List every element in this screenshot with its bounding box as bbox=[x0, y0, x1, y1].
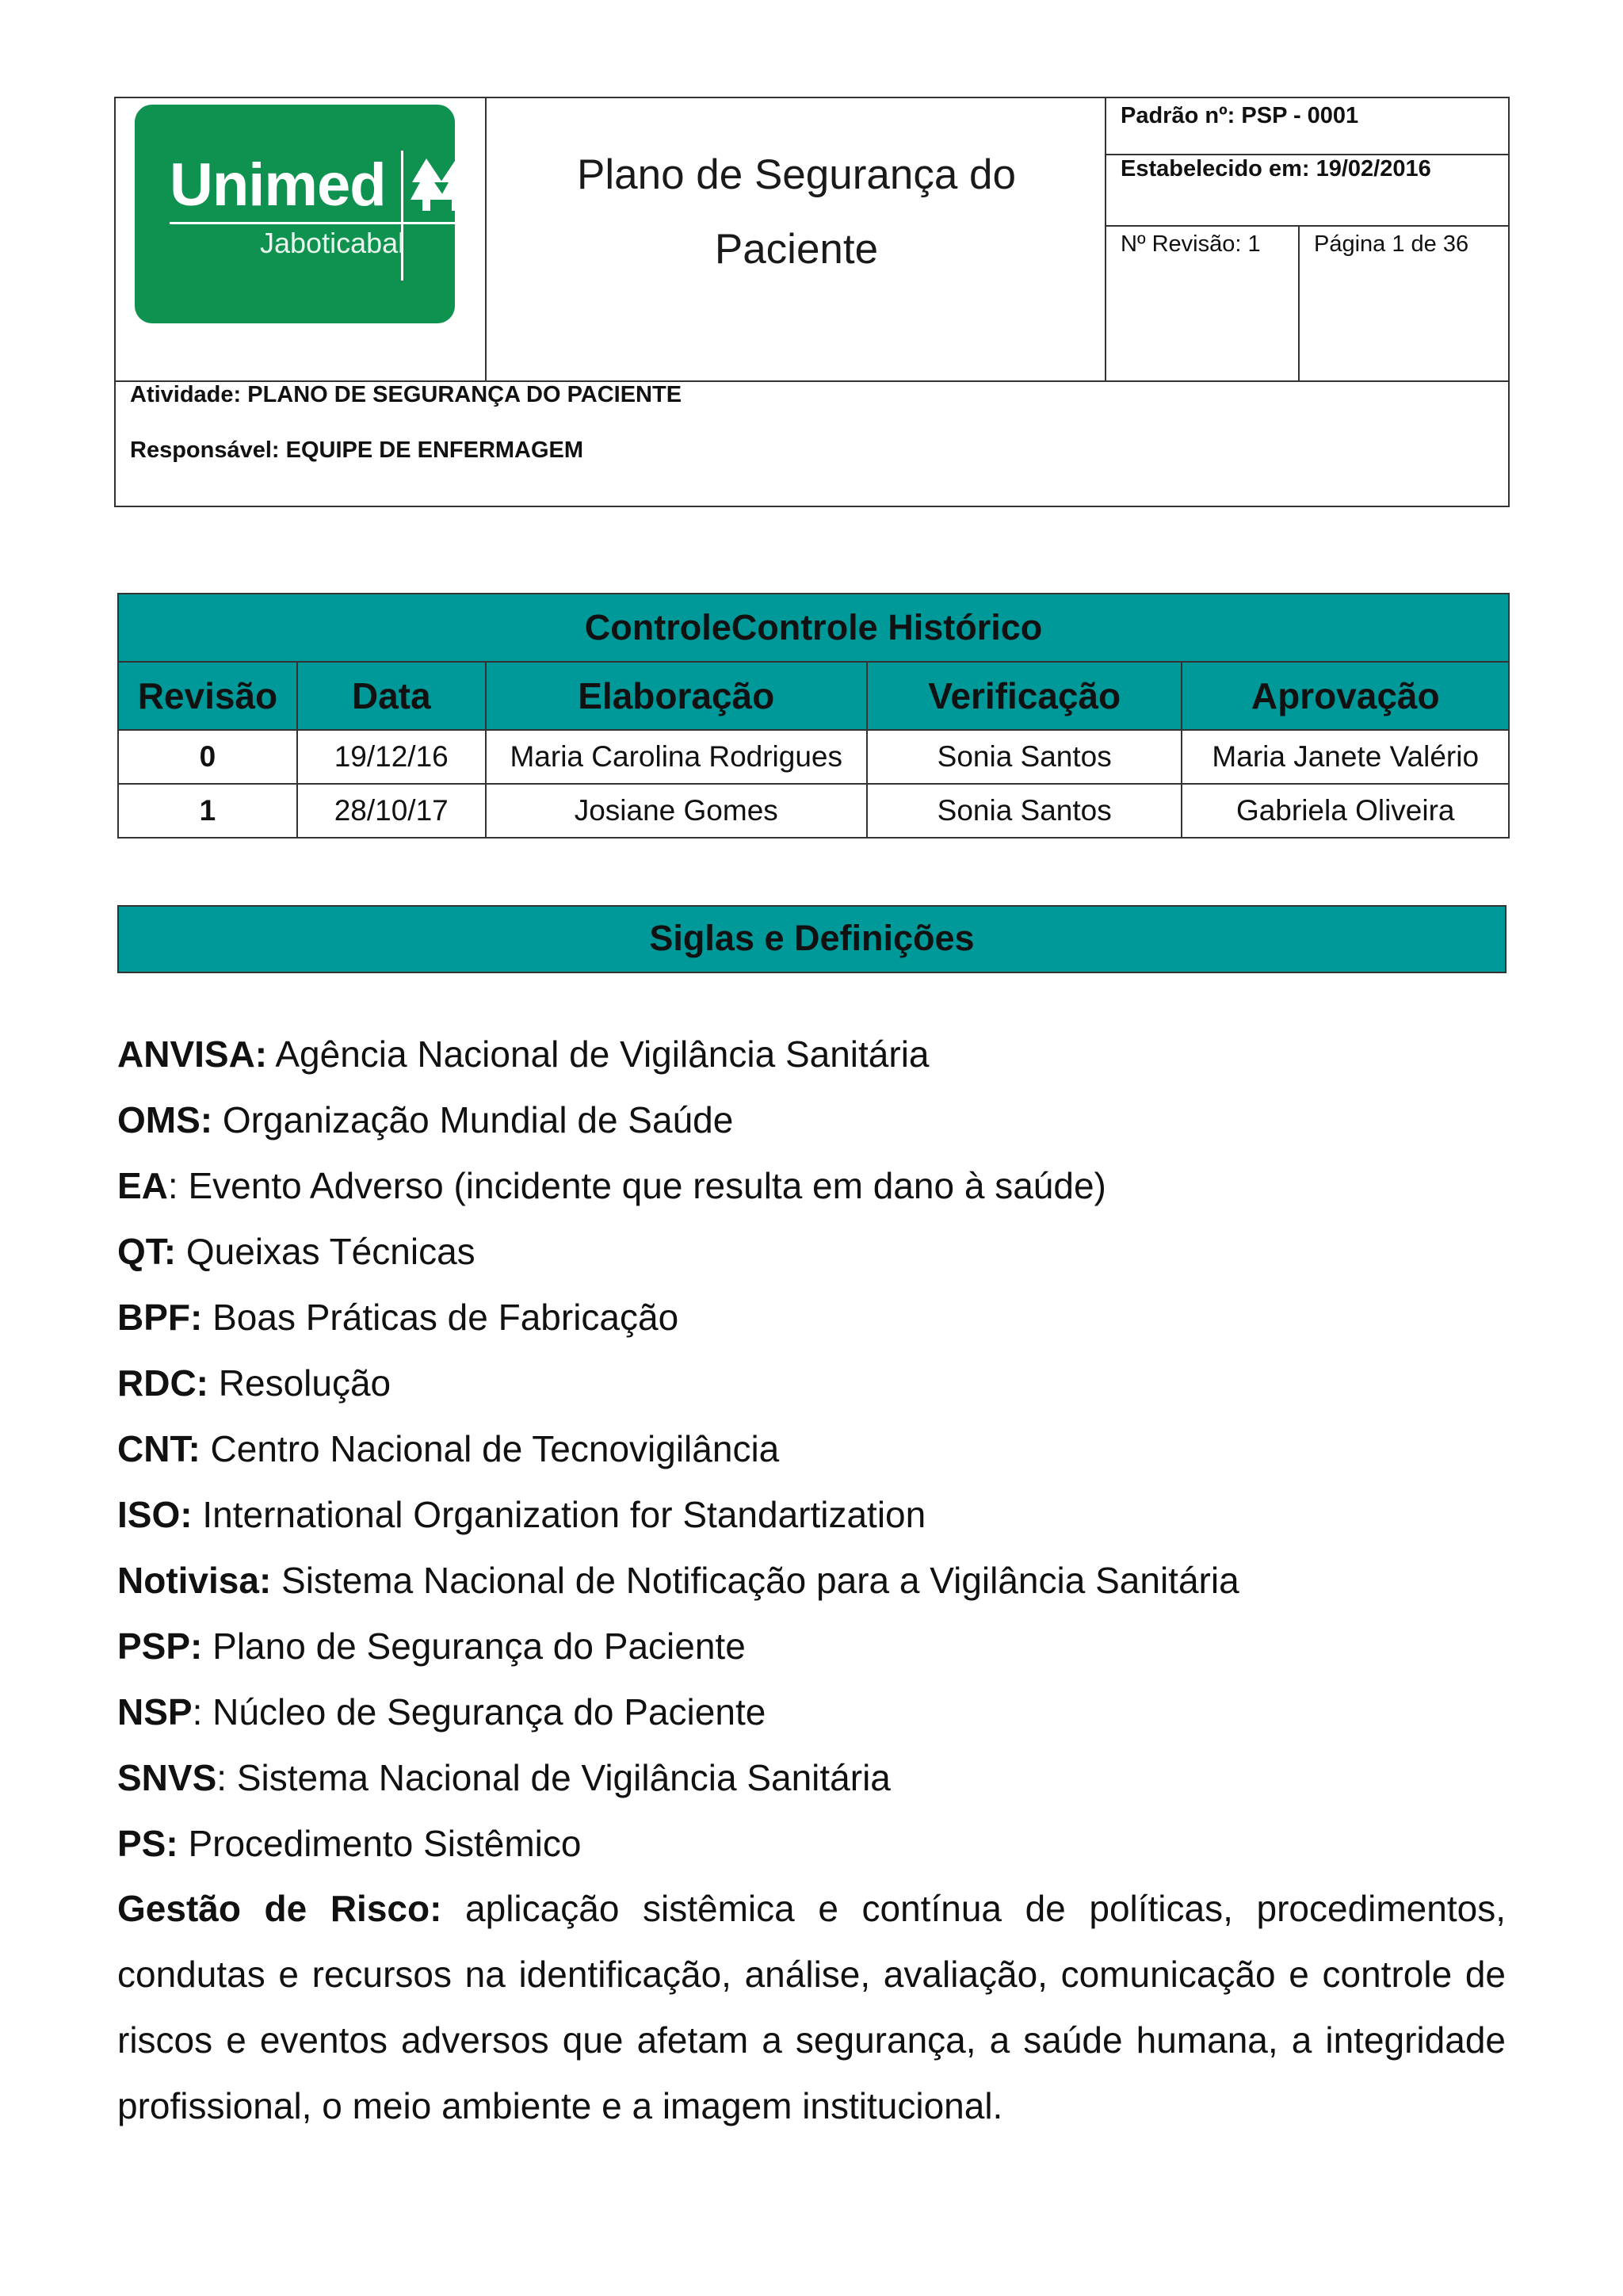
document-title-line1: Plano de Segurança do bbox=[577, 151, 1016, 198]
page-count: Página 1 de 36 bbox=[1314, 231, 1469, 257]
definition-text: : Evento Adverso (incidente que resulta em dano à saúde) bbox=[167, 1165, 1106, 1206]
cell-data: 28/10/17 bbox=[297, 784, 486, 838]
padrao-number: Padrão nº: PSP - 0001 bbox=[1121, 103, 1359, 128]
definition-item bbox=[117, 1423, 1506, 1489]
definition-item bbox=[117, 1818, 1506, 1884]
cell-aprovacao: Maria Janete Valério bbox=[1182, 730, 1509, 784]
table-row bbox=[118, 730, 1509, 784]
logo-divider bbox=[170, 222, 479, 224]
definition-term: RDC: bbox=[117, 1362, 208, 1404]
meta-cell bbox=[1106, 98, 1510, 380]
definition-item bbox=[117, 1029, 1506, 1095]
definition-term: NSP bbox=[117, 1691, 193, 1733]
definition-text: Boas Práticas de Fabricação bbox=[202, 1297, 679, 1338]
definition-term: ANVISA: bbox=[117, 1033, 268, 1075]
definition-item bbox=[117, 1489, 1506, 1555]
atividade-label: Atividade: PLANO DE SEGURANÇA DO PACIENTE bbox=[130, 382, 682, 407]
revisao-number: Nº Revisão: 1 bbox=[1121, 231, 1261, 257]
definition-item bbox=[117, 1226, 1506, 1292]
definition-text: Resolução bbox=[208, 1362, 391, 1404]
gestao-de-risco-paragraph bbox=[117, 1876, 1506, 2139]
definition-item bbox=[117, 1621, 1506, 1687]
definition-item bbox=[117, 1358, 1506, 1423]
definition-text: Plano de Segurança do Paciente bbox=[202, 1626, 746, 1667]
cell-verificacao: Sonia Santos bbox=[867, 730, 1182, 784]
estabelecido-date: Estabelecido em: 19/02/2016 bbox=[1121, 156, 1431, 181]
document-header bbox=[114, 97, 1510, 507]
cell-elaboracao: Josiane Gomes bbox=[486, 784, 867, 838]
definition-term: EA bbox=[117, 1165, 168, 1206]
definition-text: aplicação sistêmica e contínua de políticas, procedimentos, condutas e recursos na identificação, análise, avaliação, comunicação e controle de riscos e eventos adversos que afetam a segurança, a saúde humana, a integridade profissional, o meio ambiente e a imagem institucional. bbox=[117, 1888, 1506, 2126]
definition-text: Sistema Nacional de Notificação para a Vigilância Sanitária bbox=[271, 1560, 1239, 1601]
col-data: Data bbox=[297, 662, 486, 730]
responsavel-label: Responsável: EQUIPE DE ENFERMAGEM bbox=[130, 437, 584, 463]
history-table bbox=[117, 593, 1510, 839]
estabelecido-cell bbox=[1106, 155, 1510, 227]
definition-item bbox=[117, 1095, 1506, 1160]
logo-cell bbox=[116, 98, 487, 380]
definition-term: QT: bbox=[117, 1231, 177, 1272]
cell-elaboracao: Maria Carolina Rodrigues bbox=[486, 730, 867, 784]
definition-text: International Organization for Standartization bbox=[192, 1494, 926, 1535]
table-row bbox=[118, 784, 1509, 838]
definition-item bbox=[117, 1752, 1506, 1818]
padrao-cell bbox=[1106, 98, 1510, 155]
definition-term: BPF: bbox=[117, 1297, 203, 1338]
cell-aprovacao: Gabriela Oliveira bbox=[1182, 784, 1509, 838]
history-caption: ControleControle Histórico bbox=[118, 594, 1509, 662]
col-elaboracao: Elaboração bbox=[486, 662, 867, 730]
definition-text: Centro Nacional de Tecnovigilância bbox=[200, 1428, 780, 1469]
cell-data: 19/12/16 bbox=[297, 730, 486, 784]
definition-term: PSP: bbox=[117, 1626, 203, 1667]
definition-item bbox=[117, 1555, 1506, 1621]
revisao-cell bbox=[1106, 227, 1300, 380]
col-verificacao: Verificação bbox=[867, 662, 1182, 730]
definitions-list bbox=[117, 1029, 1506, 2139]
cell-verificacao: Sonia Santos bbox=[867, 784, 1182, 838]
cell-revisao: 1 bbox=[118, 784, 297, 838]
history-header-row bbox=[118, 662, 1509, 730]
definition-item bbox=[117, 1160, 1506, 1226]
unimed-tree-icon bbox=[411, 159, 474, 211]
document-title-line2: Paciente bbox=[714, 226, 879, 273]
unimed-logo bbox=[135, 105, 455, 323]
definition-term: OMS: bbox=[117, 1099, 213, 1140]
definition-term: PS: bbox=[117, 1823, 178, 1864]
definition-text: : Sistema Nacional de Vigilância Sanitária bbox=[216, 1757, 891, 1798]
definition-text: Agência Nacional de Vigilância Sanitária bbox=[267, 1033, 930, 1075]
pagina-cell bbox=[1300, 227, 1510, 380]
definition-text: Queixas Técnicas bbox=[176, 1231, 475, 1272]
definition-term: Gestão de Risco: bbox=[117, 1888, 442, 1929]
definition-term: CNT: bbox=[117, 1428, 200, 1469]
definition-term: SNVS bbox=[117, 1757, 217, 1798]
definition-text: : Núcleo de Segurança do Paciente bbox=[192, 1691, 766, 1733]
definition-text: Organização Mundial de Saúde bbox=[212, 1099, 734, 1140]
col-aprovacao: Aprovação bbox=[1182, 662, 1509, 730]
activity-row bbox=[116, 380, 1508, 507]
col-revisao: Revisão bbox=[118, 662, 297, 730]
logo-subtitle: Jaboticabal bbox=[260, 227, 405, 259]
cell-revisao: 0 bbox=[118, 730, 297, 784]
logo-brand: Unimed bbox=[170, 151, 386, 219]
logo-vertical-line bbox=[401, 151, 403, 281]
title-cell bbox=[487, 98, 1106, 380]
definition-text: Procedimento Sistêmico bbox=[178, 1823, 582, 1864]
siglas-heading: Siglas e Definições bbox=[117, 905, 1507, 973]
definition-term: ISO: bbox=[117, 1494, 193, 1535]
definition-item bbox=[117, 1292, 1506, 1358]
definition-item bbox=[117, 1687, 1506, 1752]
definition-term: Notivisa: bbox=[117, 1560, 272, 1601]
